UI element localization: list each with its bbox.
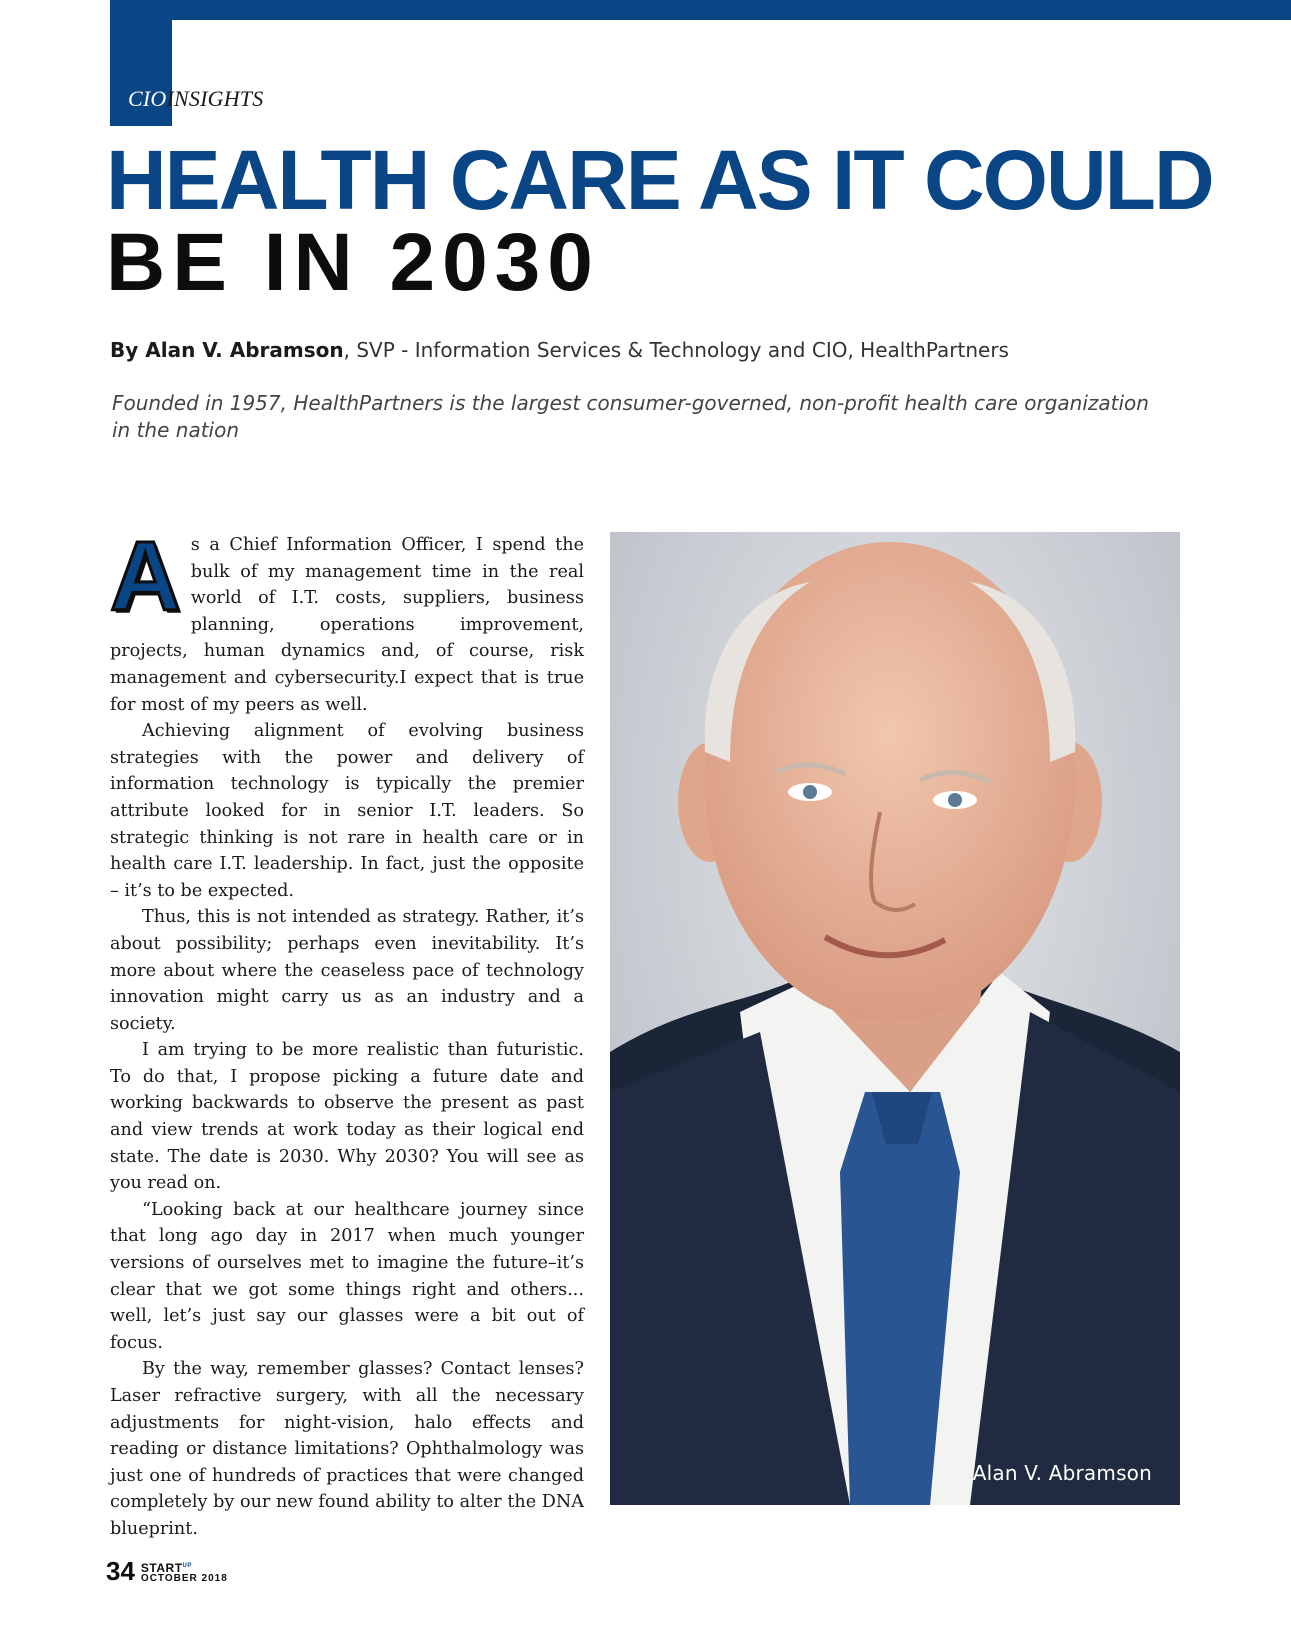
article-paragraph: “Looking back at our healthcare journey since that long ago day in 2017 when much younger versions of ourselves met to imagine the future–it’s clear that we got some things right and others... well, let’s just say our glasses were a bit out of focus. (110, 1199, 584, 1353)
top-brand-bar (110, 0, 1291, 20)
magazine-logo (141, 1562, 228, 1584)
author-portrait (610, 532, 1180, 1505)
headline-line-1: HEALTH CARE AS IT COULD (106, 133, 1213, 227)
drop-cap: A (110, 521, 181, 631)
page-number: 34 (106, 1556, 135, 1586)
section-label-insights: INSIGHTS (166, 86, 264, 111)
standfirst: Founded in 1957, HealthPartners is the largest consumer-governed, non-profit health care organization in the nation (112, 391, 1149, 442)
article-paragraph: Achieving alignment of evolving business strategies with the power and delivery of information technology is typically the premier attribute looked for in senior I.T. leaders. So strategic thinking is not rare in health care or in health care I.T. leadership. In fact, just the opposite – it’s to be expected. (110, 721, 584, 901)
byline-prefix: By (110, 338, 146, 362)
article-paragraph: As a Chief Information Officer, I spend the bulk of my management time in the real world of I.T. costs, suppliers, business planning, operations improvement, projects, human dynamics and, of course, risk management and cybersecurity.I expect that is true for most of my peers as well. (110, 521, 584, 715)
byline-role: , SVP - Information Services & Technology and CIO, HealthPartners (343, 338, 1009, 362)
headline-line-2: BE IN 2030 (106, 217, 600, 308)
article-body (110, 521, 584, 1543)
byline-author: Alan V. Abramson (145, 338, 344, 362)
issue-date: OCTOBER 2018 (140, 1573, 228, 1584)
portrait-illustration (610, 532, 1180, 1505)
magazine-name-sup: UP (182, 1563, 192, 1569)
page-footer (106, 1558, 228, 1584)
article-paragraph: Thus, this is not intended as strategy. Rather, it’s about possibility; perhaps even inevitability. It’s more about where the ceaseless pace of technology innovation might carry us as an industry and a society. (110, 907, 584, 1034)
section-label-cio: CIO (128, 86, 167, 111)
article-paragraph: By the way, remember glasses? Contact lenses? Laser refractive surgery, with all the necessary adjustments for night-vision, halo effects and reading or distance limitations? Ophthalmology was just one of hundreds of practices that were changed completely by our new found ability to alter the DNA blueprint. (110, 1359, 584, 1539)
magazine-name: START (140, 1561, 183, 1575)
section-label (128, 86, 263, 112)
article-paragraph: I am trying to be more realistic than futuristic. To do that, I propose picking a future date and working backwards to observe the present as past and view trends at work today as their logical end state. The date is 2030. Why 2030? You will see as you read on. (110, 1040, 584, 1194)
photo-caption: Alan V. Abramson (972, 1461, 1152, 1485)
byline (110, 338, 1009, 362)
